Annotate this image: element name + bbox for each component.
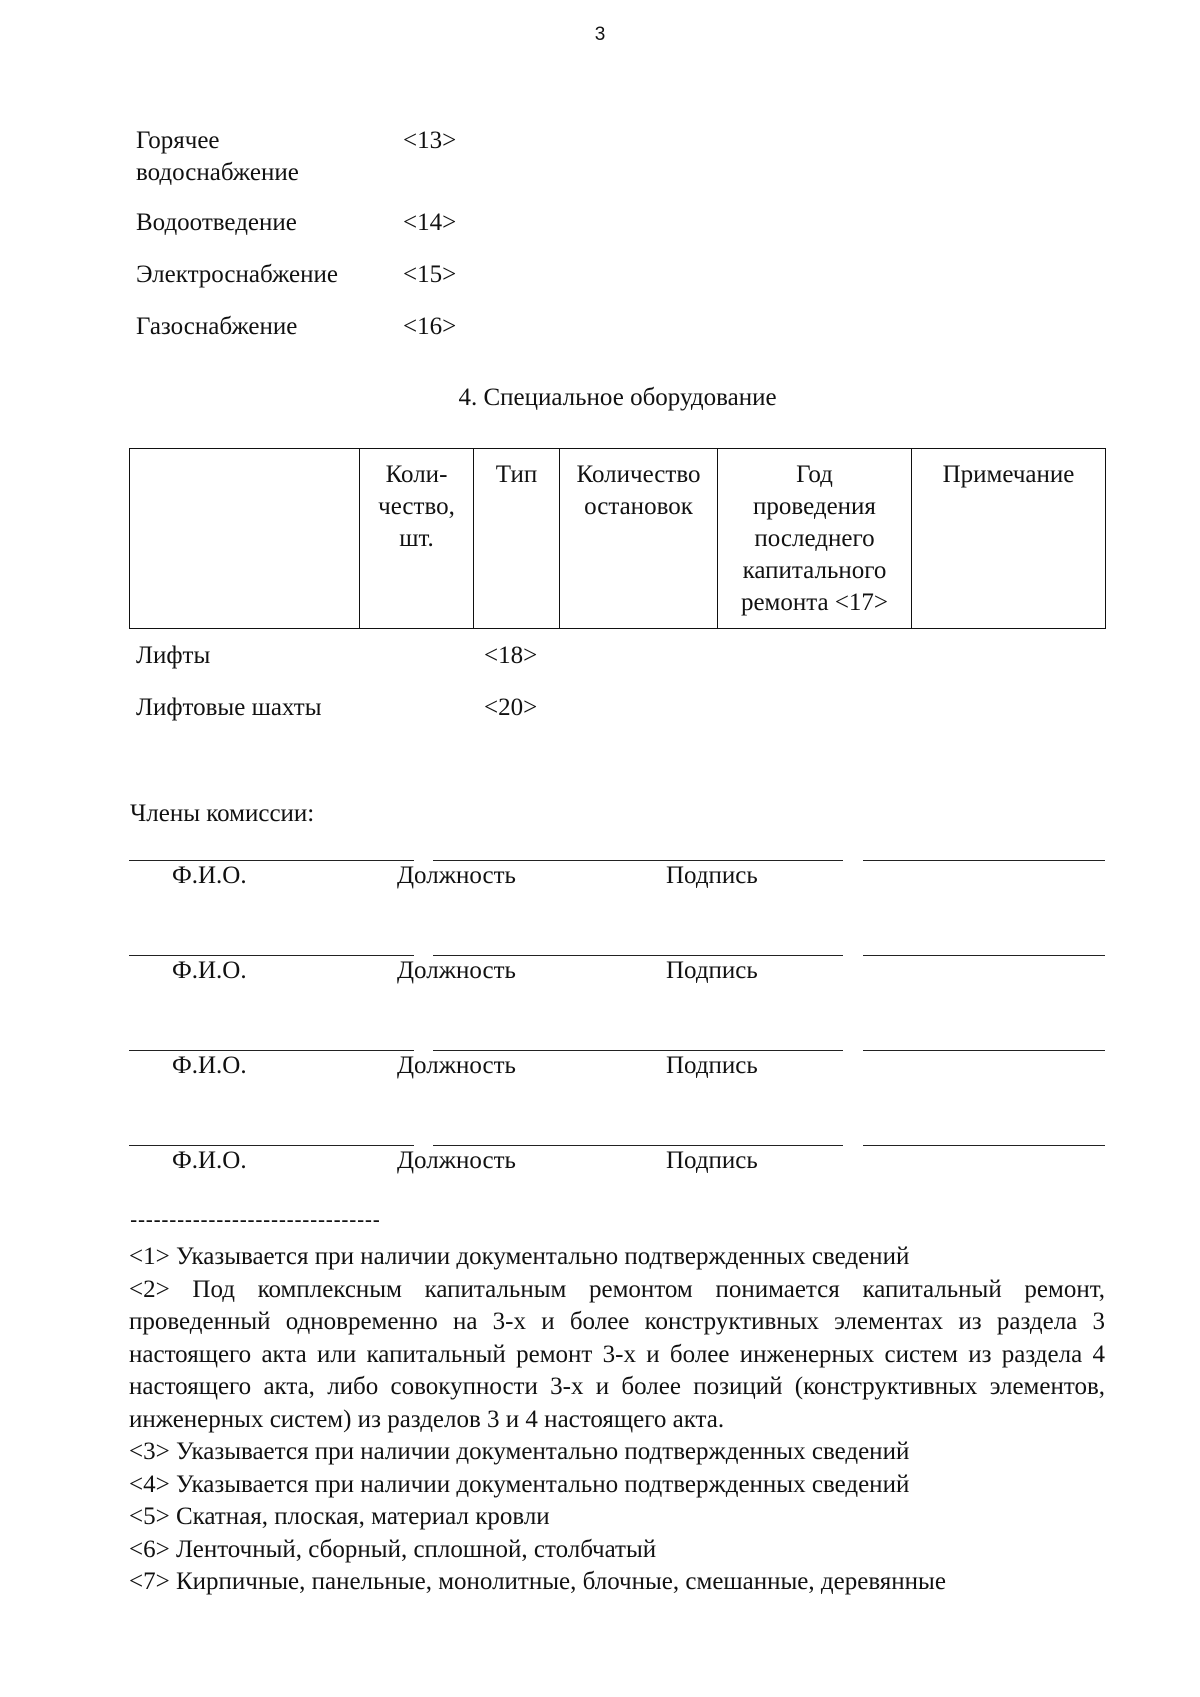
footnote-item: <2> Под комплексным капитальным ремонтом понимается капитальный ремонт, проведенный одновременно на 3-х и более конструктивных элементах из раздела 3 настоящего акта или капитальный ремонт 3-х и более инженерных систем из раздела 4 настоящего акта, либо совокупности 3-х и более позиций (конструктивных элементов, инженерных систем) из разделов 3 и 4 настоящего акта.: [129, 1275, 1105, 1433]
signature-row: [0, 1052, 1200, 1092]
fio-label: Ф.И.О.: [172, 957, 247, 984]
signature-line: [863, 1145, 1105, 1146]
utility-name-gas: Газоснабжение: [136, 313, 298, 340]
row-lifts-ref: <18>: [484, 642, 538, 669]
header-empty: [130, 449, 360, 629]
footnote-item: <5> Скатная, плоская, материал кровли: [129, 1503, 550, 1530]
signature-row: [0, 862, 1200, 902]
signature-label: Подпись: [666, 1052, 758, 1079]
signature-line: [129, 1050, 414, 1051]
header-repair-year: Год проведения последнего капитального ремонта <17>: [718, 449, 912, 629]
position-label: Должность: [397, 1147, 516, 1174]
footnote-separator: --------------------------------: [130, 1207, 381, 1232]
signature-line: [433, 1145, 843, 1146]
header-quantity: Коли- чество, шт.: [360, 449, 474, 629]
header-note: Примечание: [912, 449, 1106, 629]
commission-label: Члены комиссии:: [130, 800, 315, 827]
utility-ref-electricity: <15>: [403, 261, 457, 288]
footnote-item: <7> Кирпичные, панельные, монолитные, блочные, смешанные, деревянные: [129, 1568, 946, 1595]
fio-label: Ф.И.О.: [172, 1052, 247, 1079]
header-stops: Количество остановок: [560, 449, 718, 629]
signature-label: Подпись: [666, 862, 758, 889]
position-label: Должность: [397, 1052, 516, 1079]
position-label: Должность: [397, 862, 516, 889]
signature-line: [433, 860, 843, 861]
signature-row: [0, 957, 1200, 997]
fio-label: Ф.И.О.: [172, 1147, 247, 1174]
footnotes: [129, 1241, 1105, 1599]
row-shafts-ref: <20>: [484, 694, 538, 721]
signature-line: [433, 1050, 843, 1051]
utility-name-sewerage: Водоотведение: [136, 209, 297, 236]
footnote-item: <3> Указывается при наличии документально подтвержденных сведений: [129, 1438, 910, 1465]
position-label: Должность: [397, 957, 516, 984]
footnote-item: <4> Указывается при наличии документально подтвержденных сведений: [129, 1470, 910, 1498]
signature-line: [129, 955, 414, 956]
section-title: 4. Специальное оборудование: [458, 384, 777, 411]
signature-label: Подпись: [666, 957, 758, 984]
table-header-row: [130, 449, 1106, 629]
footnote-item: <1> Указывается при наличии документально подтвержденных сведений: [129, 1243, 910, 1270]
utility-name-hot-water: Горячее водоснабжение: [136, 127, 299, 186]
row-lifts-name: Лифты: [136, 642, 211, 669]
signature-line: [863, 1050, 1105, 1051]
row-shafts-name: Лифтовые шахты: [136, 694, 322, 721]
utility-ref-sewerage: <14>: [403, 209, 457, 236]
signature-line: [129, 1145, 414, 1146]
equipment-table: [129, 448, 1106, 629]
signature-row: [0, 1147, 1200, 1187]
signature-line: [129, 860, 414, 861]
fio-label: Ф.И.О.: [172, 862, 247, 889]
header-type: Тип: [474, 449, 560, 629]
footnote-item: <6> Ленточный, сборный, сплошной, столбчатый: [129, 1535, 657, 1563]
utility-ref-hot-water: <13>: [403, 127, 457, 154]
signature-line: [433, 955, 843, 956]
signature-line: [863, 860, 1105, 861]
utility-ref-gas: <16>: [403, 313, 457, 340]
utility-name-electricity: Электроснабжение: [136, 261, 338, 288]
page-number: 3: [594, 24, 606, 45]
signature-line: [863, 955, 1105, 956]
signature-label: Подпись: [666, 1147, 758, 1174]
